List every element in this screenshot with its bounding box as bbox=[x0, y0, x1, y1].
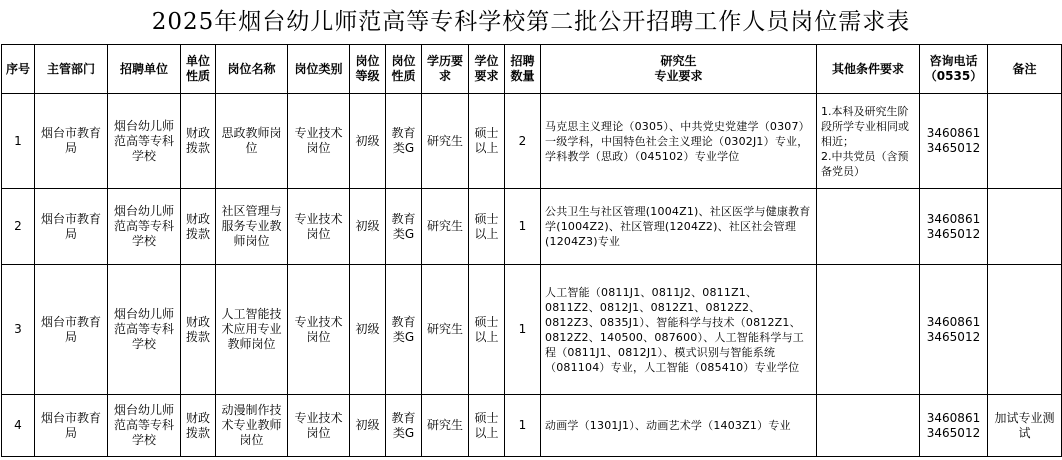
header-unit: 招聘单位 bbox=[108, 45, 181, 94]
cell-post-level: 初级 bbox=[350, 94, 386, 189]
cell-post-level: 初级 bbox=[350, 265, 386, 395]
header-phone bbox=[920, 45, 988, 94]
cell-unit: 烟台幼儿师范高等专科学校 bbox=[108, 94, 181, 189]
table-row bbox=[2, 395, 1062, 457]
cell-dept: 烟台市教育局 bbox=[35, 265, 108, 395]
cell-remark bbox=[988, 265, 1062, 395]
cell-seq: 3 bbox=[2, 265, 35, 395]
header-major-line2: 专业要求 bbox=[654, 69, 703, 83]
cell-dept: 烟台市教育局 bbox=[35, 395, 108, 457]
cell-education: 研究生 bbox=[422, 395, 469, 457]
cell-phone2: 3465012 bbox=[926, 226, 981, 241]
cell-post-nature: 教育类G bbox=[386, 395, 422, 457]
header-phone-line1: 咨询电话 bbox=[929, 54, 978, 68]
cell-major: 公共卫生与社区管理(1004Z1)、社区医学与健康教育学(1004Z2)、社区管理(1204Z2)、社区社会管理(1204Z3)专业 bbox=[541, 189, 817, 265]
cell-phone1: 3460861 bbox=[926, 211, 981, 226]
cell-unit: 烟台幼儿师范高等专科学校 bbox=[108, 189, 181, 265]
header-major bbox=[541, 45, 817, 94]
cell-other bbox=[817, 265, 920, 395]
header-row bbox=[2, 45, 1062, 94]
cell-unit: 烟台幼儿师范高等专科学校 bbox=[108, 265, 181, 395]
cell-seq: 2 bbox=[2, 189, 35, 265]
header-post-nature: 岗位性质 bbox=[386, 45, 422, 94]
cell-post-category: 专业技术岗位 bbox=[288, 189, 350, 265]
cell-major: 人工智能（0811J1、0811J2、0811Z1、0811Z2、0812J1、0812Z1、0812Z2、0812Z3、0835J1）、智能科学与技术（0812Z1、0812Z2、140500、087600）、人工智能科学与工程（0811J1、0812J1）、模式识别与智能系统（081104）专业，人工智能（085410）专业学位 bbox=[541, 265, 817, 395]
cell-other-line2: 2.中共党员（含预备党员） bbox=[821, 149, 909, 178]
cell-post-level: 初级 bbox=[350, 189, 386, 265]
header-remark: 备注 bbox=[988, 45, 1062, 94]
cell-phone2: 3465012 bbox=[926, 141, 981, 155]
cell-education: 研究生 bbox=[422, 189, 469, 265]
cell-post-level: 初级 bbox=[350, 395, 386, 457]
header-major-line1: 研究生 bbox=[660, 54, 697, 68]
header-dept: 主管部门 bbox=[35, 45, 108, 94]
cell-post-category: 专业技术岗位 bbox=[288, 94, 350, 189]
cell-remark bbox=[988, 189, 1062, 265]
cell-other bbox=[817, 189, 920, 265]
header-education: 学历要求 bbox=[422, 45, 469, 94]
cell-other-line1: 1.本科及研究生阶段所学专业相同或相近； bbox=[821, 104, 909, 148]
cell-post-nature: 教育类G bbox=[386, 189, 422, 265]
cell-count: 1 bbox=[505, 189, 541, 265]
cell-post-category: 专业技术岗位 bbox=[288, 395, 350, 457]
header-seq: 序号 bbox=[2, 45, 35, 94]
cell-post-name: 动漫制作技术专业教师岗位 bbox=[216, 395, 288, 457]
cell-post-nature: 教育类G bbox=[386, 265, 422, 395]
cell-unit: 烟台幼儿师范高等专科学校 bbox=[108, 395, 181, 457]
cell-education: 研究生 bbox=[422, 94, 469, 189]
header-count: 招聘数量 bbox=[505, 45, 541, 94]
cell-other bbox=[817, 395, 920, 457]
table-row bbox=[2, 265, 1062, 395]
cell-post-name: 人工智能技术应用专业教师岗位 bbox=[216, 265, 288, 395]
cell-phone bbox=[920, 265, 988, 395]
cell-phone bbox=[920, 395, 988, 457]
cell-unit-type: 财政拨款 bbox=[181, 395, 216, 457]
cell-seq: 4 bbox=[2, 395, 35, 457]
header-degree: 学位要求 bbox=[469, 45, 505, 94]
cell-major: 马克思主义理论（0305）、中共党史党建学（0307）一级学科，中国特色社会主义理论（0302J1）专业，学科教学（思政）（045102）专业学位 bbox=[541, 94, 817, 189]
cell-remark: 加试专业测试 bbox=[988, 395, 1062, 457]
cell-phone2: 3465012 bbox=[926, 425, 981, 440]
page-title: 2025年烟台幼儿师范高等专科学校第二批公开招聘工作人员岗位需求表 bbox=[151, 9, 911, 35]
header-other: 其他条件要求 bbox=[817, 45, 920, 94]
header-post-name: 岗位名称 bbox=[216, 45, 288, 94]
cell-count: 1 bbox=[505, 395, 541, 457]
cell-phone1: 3460861 bbox=[926, 410, 981, 425]
cell-unit-type: 财政拨款 bbox=[181, 265, 216, 395]
cell-dept: 烟台市教育局 bbox=[35, 94, 108, 189]
cell-post-nature: 教育类G bbox=[386, 94, 422, 189]
header-unit-type: 单位性质 bbox=[181, 45, 216, 94]
cell-post-name: 思政教师岗位 bbox=[216, 94, 288, 189]
table-row bbox=[2, 94, 1062, 189]
cell-degree: 硕士以上 bbox=[469, 265, 505, 395]
cell-phone bbox=[920, 94, 988, 189]
cell-degree: 硕士以上 bbox=[469, 395, 505, 457]
cell-phone bbox=[920, 189, 988, 265]
cell-education: 研究生 bbox=[422, 265, 469, 395]
cell-major: 动画学（1301J1）、动画艺术学（1403Z1）专业 bbox=[541, 395, 817, 457]
cell-phone1: 3460861 bbox=[926, 126, 981, 140]
cell-other bbox=[817, 94, 920, 189]
cell-phone2: 3465012 bbox=[926, 329, 981, 344]
cell-remark bbox=[988, 94, 1062, 189]
cell-phone1: 3460861 bbox=[926, 314, 981, 329]
cell-post-category: 专业技术岗位 bbox=[288, 265, 350, 395]
cell-degree: 硕士以上 bbox=[469, 189, 505, 265]
header-post-category: 岗位类别 bbox=[288, 45, 350, 94]
cell-dept: 烟台市教育局 bbox=[35, 189, 108, 265]
cell-count: 1 bbox=[505, 265, 541, 395]
header-post-level: 岗位等级 bbox=[350, 45, 386, 94]
cell-post-name: 社区管理与服务专业教师岗位 bbox=[216, 189, 288, 265]
cell-degree: 硕士以上 bbox=[469, 94, 505, 189]
header-phone-line2: （0535） bbox=[924, 69, 983, 83]
table-row bbox=[2, 189, 1062, 265]
cell-seq: 1 bbox=[2, 94, 35, 189]
cell-unit-type: 财政拨款 bbox=[181, 94, 216, 189]
cell-count: 2 bbox=[505, 94, 541, 189]
recruitment-table bbox=[1, 44, 1062, 457]
cell-unit-type: 财政拨款 bbox=[181, 189, 216, 265]
